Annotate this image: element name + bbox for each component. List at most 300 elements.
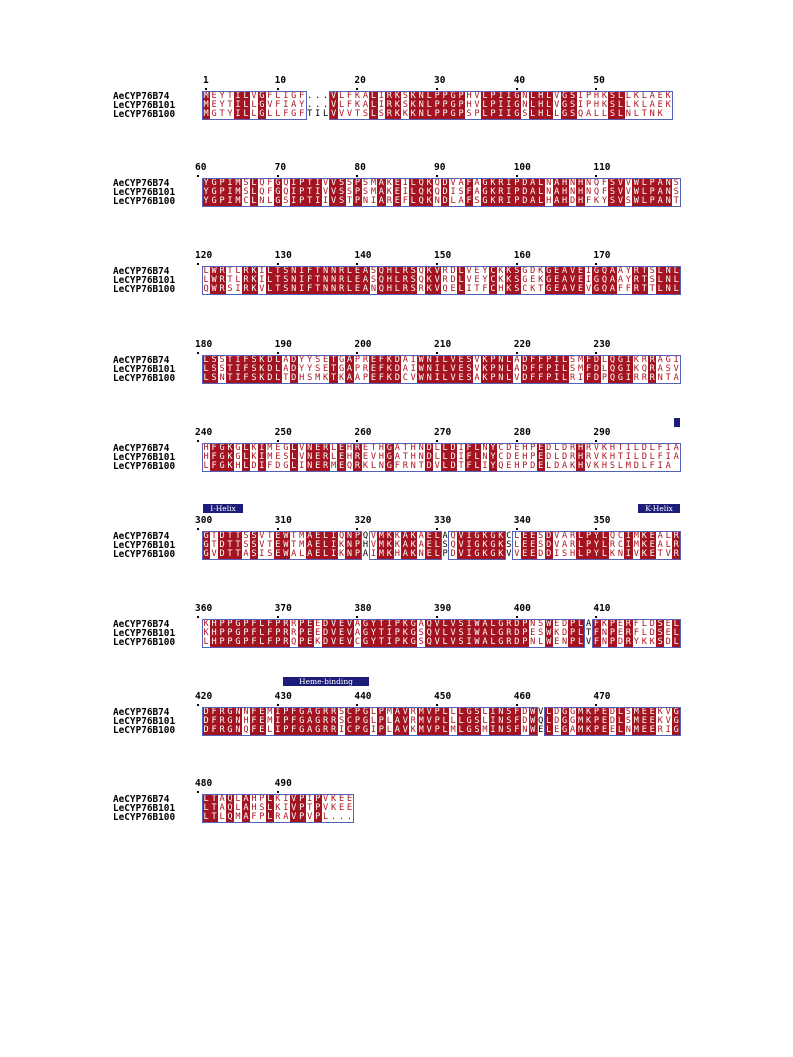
residue: I — [386, 628, 392, 638]
residue: N — [498, 725, 504, 735]
residue: E — [259, 707, 265, 717]
residue: I — [299, 284, 305, 294]
residue: T — [418, 461, 424, 471]
residue: G — [275, 187, 281, 197]
residue: K — [426, 187, 432, 197]
feature-bar: Heme-binding — [283, 677, 369, 686]
residue: W — [633, 178, 639, 188]
residue: V — [299, 443, 305, 453]
residue: K — [538, 275, 544, 285]
residue: L — [546, 707, 552, 717]
residue: D — [267, 373, 273, 383]
residue: H — [466, 100, 472, 110]
residue: I — [410, 355, 416, 365]
residue: S — [251, 549, 257, 559]
residue: L — [203, 637, 209, 647]
residue: T — [649, 284, 655, 294]
residue: S — [474, 196, 480, 206]
residue: P — [585, 100, 592, 110]
residue: S — [410, 266, 416, 276]
residue: T — [315, 266, 321, 276]
residue: K — [649, 637, 655, 647]
residue: G — [466, 707, 472, 717]
residue: Q — [426, 637, 432, 647]
residue: R — [323, 461, 329, 471]
residue: K — [585, 716, 592, 726]
residue: K — [426, 275, 432, 285]
residue: S — [418, 628, 424, 638]
position-number: 240 — [195, 427, 213, 438]
position-ruler — [0, 604, 793, 620]
residue: N — [235, 707, 241, 717]
residue: R — [633, 284, 639, 294]
residue: I — [490, 716, 496, 726]
residue: D — [641, 443, 647, 453]
residue: A — [307, 707, 313, 717]
residue: H — [577, 178, 584, 188]
residue: L — [203, 355, 209, 365]
residue: D — [506, 443, 512, 453]
residue: G — [673, 716, 679, 726]
residue: H — [562, 196, 568, 206]
residue: N — [307, 443, 313, 453]
residue: I — [585, 275, 592, 285]
residue: L — [506, 364, 512, 374]
residue: V — [307, 812, 313, 822]
residue: R — [323, 443, 329, 453]
residue: F — [625, 284, 631, 294]
position-number: 220 — [513, 339, 531, 350]
residue: L — [458, 284, 464, 294]
residue: F — [291, 725, 297, 735]
residue: L — [346, 284, 353, 294]
residue: F — [346, 100, 353, 110]
residue: Y — [625, 275, 631, 285]
position-tick — [516, 440, 518, 442]
residue: R — [219, 284, 225, 294]
residue: L — [275, 91, 281, 101]
residue: H — [514, 461, 520, 471]
residue: G — [490, 531, 496, 541]
residue: L — [641, 91, 647, 101]
residue: L — [577, 628, 584, 638]
residue: F — [211, 443, 217, 453]
residue: L — [633, 443, 639, 453]
residue: T — [275, 266, 281, 276]
residue: I — [625, 540, 631, 550]
residue: I — [259, 266, 265, 276]
residue: G — [450, 100, 456, 110]
residue: Q — [609, 364, 616, 374]
residue: K — [386, 549, 392, 559]
residue: T — [641, 109, 647, 119]
residue: L — [673, 628, 679, 638]
residue: L — [323, 109, 329, 119]
residue: S — [283, 266, 289, 276]
residue: F — [299, 91, 305, 101]
residue: G — [562, 725, 568, 735]
residue: K — [482, 531, 488, 541]
residue: L — [267, 794, 273, 804]
residue: S — [649, 266, 655, 276]
residue: N — [426, 355, 432, 365]
residue: L — [243, 452, 249, 462]
residue: E — [458, 355, 464, 365]
residue: T — [378, 619, 384, 629]
residue: P — [490, 355, 496, 365]
residue: L — [633, 452, 639, 462]
residue: Q — [418, 266, 424, 276]
residue: E — [649, 549, 655, 559]
position-number: 390 — [434, 603, 452, 614]
residue: P — [593, 716, 600, 726]
residue: T — [307, 196, 313, 206]
residue: P — [593, 725, 600, 735]
residue: Y — [299, 355, 305, 365]
position-ruler — [0, 163, 793, 179]
residue: Q — [378, 266, 384, 276]
residue: I — [625, 355, 631, 365]
residue: S — [227, 284, 233, 294]
residue: V — [434, 628, 440, 638]
residue: A — [354, 619, 361, 629]
residue: A — [562, 540, 568, 550]
residue: E — [530, 540, 536, 550]
residue: E — [370, 355, 377, 365]
residue: L — [673, 266, 679, 276]
residue: H — [378, 452, 384, 462]
residue: R — [354, 443, 361, 453]
residue: N — [546, 178, 552, 188]
residue: M — [315, 373, 321, 383]
residue: V — [323, 803, 329, 813]
position-ruler — [0, 251, 793, 267]
residue: L — [251, 109, 257, 119]
residue: N — [418, 100, 424, 110]
residue: S — [338, 196, 345, 206]
residue: A — [474, 178, 480, 188]
residue: Q — [593, 187, 600, 197]
residue: K — [227, 443, 233, 453]
alignment-block — [0, 692, 793, 737]
residue: C — [498, 452, 504, 462]
residue: L — [259, 619, 265, 629]
residue: L — [490, 637, 496, 647]
residue: A — [394, 452, 400, 462]
residue: G — [617, 373, 623, 383]
residue: K — [498, 540, 504, 550]
residue: S — [649, 275, 655, 285]
sequence-name: LeCYP76B100 — [113, 196, 176, 207]
residue: P — [354, 355, 361, 365]
residue: F — [466, 187, 472, 197]
position-number: 430 — [274, 691, 292, 702]
alignment-block — [0, 251, 793, 296]
residue: V — [570, 275, 576, 285]
sequence-name: LeCYP76B100 — [113, 549, 176, 560]
residue: K — [227, 461, 233, 471]
position-tick — [516, 352, 518, 354]
residue: N — [346, 540, 353, 550]
residue: M — [482, 725, 488, 735]
residue: W — [474, 637, 480, 647]
residue: S — [251, 364, 257, 374]
residue: G — [562, 100, 568, 110]
residue: T — [307, 803, 313, 813]
residue: P — [442, 549, 448, 559]
residue: E — [338, 794, 345, 804]
residue: E — [609, 725, 616, 735]
residue: K — [601, 443, 608, 453]
residue: V — [259, 531, 265, 541]
residue: P — [227, 619, 233, 629]
residue: N — [546, 187, 552, 197]
position-tick — [436, 704, 438, 706]
residue: V — [625, 187, 631, 197]
residue: L — [386, 725, 392, 735]
position-tick — [516, 263, 518, 265]
residue: E — [538, 443, 544, 453]
residue: D — [593, 373, 600, 383]
residue: I — [275, 716, 281, 726]
residue: E — [530, 549, 536, 559]
residue: I — [227, 187, 233, 197]
residue: K — [593, 196, 600, 206]
sequence-names — [113, 795, 175, 822]
residue: I — [299, 266, 305, 276]
residue: A — [291, 549, 297, 559]
residue: M — [386, 707, 392, 717]
residue: R — [633, 266, 639, 276]
residue: L — [434, 452, 440, 462]
residue: M — [418, 707, 424, 717]
residue: K — [641, 540, 647, 550]
residue: S — [514, 275, 520, 285]
residue: G — [227, 716, 233, 726]
residue: L — [442, 637, 448, 647]
residue: V — [593, 443, 600, 453]
residue: A — [554, 178, 560, 188]
residue: L — [442, 707, 448, 717]
residue: E — [601, 725, 608, 735]
residue: N — [562, 637, 568, 647]
residue: G — [211, 109, 217, 119]
residue: V — [458, 531, 464, 541]
residue: T — [402, 443, 408, 453]
residue: L — [546, 100, 552, 110]
residue: T — [227, 364, 233, 374]
residue: G — [362, 628, 369, 638]
residue: G — [386, 461, 392, 471]
residue: S — [609, 196, 616, 206]
residue: V — [434, 284, 440, 294]
residue: L — [601, 364, 608, 374]
residue: F — [307, 266, 313, 276]
residue: D — [522, 364, 528, 374]
residue: F — [601, 178, 608, 188]
residue: F — [378, 355, 384, 365]
position-tick — [197, 616, 199, 618]
residue: A — [562, 531, 568, 541]
residue: N — [601, 628, 608, 638]
position-number: 90 — [434, 162, 446, 173]
residue: D — [323, 637, 329, 647]
residue: T — [354, 109, 361, 119]
residue: A — [378, 178, 384, 188]
residue: S — [211, 373, 217, 383]
residue: P — [378, 707, 384, 717]
residue: L — [426, 91, 432, 101]
residue: P — [522, 628, 528, 638]
residue: I — [331, 531, 337, 541]
residue: D — [450, 266, 456, 276]
residue: P — [283, 725, 289, 735]
position-tick — [197, 528, 199, 530]
residue: A — [283, 812, 289, 822]
residue: V — [434, 619, 440, 629]
residue: L — [649, 443, 655, 453]
residue: T — [211, 794, 217, 804]
residue: L — [474, 461, 480, 471]
position-number: 60 — [195, 162, 207, 173]
residue: I — [466, 637, 472, 647]
residue: E — [577, 284, 584, 294]
residue: I — [466, 284, 472, 294]
position-number: 270 — [434, 427, 452, 438]
residue: L — [458, 725, 464, 735]
residue: L — [410, 178, 416, 188]
residue: P — [378, 716, 384, 726]
residue: K — [338, 540, 345, 550]
residue: F — [482, 284, 488, 294]
residue: A — [243, 803, 249, 813]
residue: F — [291, 716, 297, 726]
residue: L — [530, 109, 536, 119]
residue: M — [577, 364, 584, 374]
residue: F — [251, 619, 257, 629]
residue: L — [275, 355, 281, 365]
residue: G — [482, 178, 488, 188]
residue: G — [315, 707, 321, 717]
residue: K — [633, 364, 639, 374]
residue: E — [275, 549, 281, 559]
residue: K — [641, 549, 647, 559]
sequence-name: LeCYP76B100 — [113, 373, 176, 384]
residue: P — [585, 531, 592, 541]
residue: P — [354, 196, 361, 206]
residue: E — [649, 725, 655, 735]
residue: N — [370, 284, 377, 294]
residue: R — [283, 628, 289, 638]
residue: E — [649, 531, 655, 541]
residue: A — [585, 619, 592, 629]
residue: P — [219, 178, 225, 188]
residue: P — [227, 628, 233, 638]
residue: E — [426, 540, 432, 550]
residue: R — [283, 619, 289, 629]
position-number: 40 — [513, 75, 526, 86]
residue: I — [299, 461, 305, 471]
residue: Q — [601, 284, 608, 294]
residue: G — [514, 109, 520, 119]
residue: I — [434, 364, 440, 374]
residue: V — [633, 549, 639, 559]
residue: Q — [538, 716, 544, 726]
residue: S — [362, 178, 369, 188]
residue: D — [522, 196, 528, 206]
residue: S — [283, 275, 289, 285]
residue: V — [299, 452, 305, 462]
residue: P — [593, 707, 600, 717]
residue: K — [585, 707, 592, 717]
residue: L — [235, 275, 241, 285]
residue: N — [498, 716, 504, 726]
residue: K — [259, 373, 265, 383]
residue: I — [554, 373, 560, 383]
residue: F — [394, 461, 400, 471]
position-tick — [595, 352, 597, 354]
residue: N — [625, 725, 631, 735]
residue: R — [673, 549, 679, 559]
residue: P — [275, 637, 281, 647]
residue: P — [354, 187, 361, 197]
residue: Q — [418, 178, 424, 188]
residue: I — [291, 196, 297, 206]
residue: K — [410, 725, 416, 735]
residue: I — [378, 100, 384, 110]
residue: H — [522, 443, 528, 453]
residue: P — [219, 196, 225, 206]
residue: Q — [283, 178, 289, 188]
residue: S — [370, 266, 377, 276]
residue: V — [291, 803, 297, 813]
residue: L — [577, 549, 584, 559]
residue: E — [601, 716, 608, 726]
residue: I — [259, 275, 265, 285]
residue: N — [665, 284, 671, 294]
residue: C — [490, 275, 496, 285]
residue: M — [577, 707, 584, 717]
residue: Q — [291, 637, 297, 647]
residue: S — [378, 109, 384, 119]
residue: F — [251, 725, 257, 735]
residue: A — [562, 266, 568, 276]
residue: R — [649, 364, 655, 374]
residue: K — [426, 178, 432, 188]
residue: I — [585, 266, 592, 276]
residue: M — [625, 461, 631, 471]
residue: I — [299, 275, 305, 285]
residue: L — [617, 461, 623, 471]
residue: H — [593, 100, 600, 110]
residue: I — [386, 637, 392, 647]
residue: P — [219, 187, 225, 197]
residue: R — [641, 355, 647, 365]
position-ruler — [0, 779, 793, 795]
residue: Y — [633, 637, 639, 647]
residue: T — [275, 284, 281, 294]
position-number: 260 — [354, 427, 372, 438]
residue: A — [482, 637, 488, 647]
residue: F — [267, 91, 273, 101]
residue: L — [633, 109, 639, 119]
residue: V — [291, 794, 297, 804]
residue: K — [633, 91, 639, 101]
residue: A — [362, 549, 369, 559]
residue: Q — [227, 794, 233, 804]
sequence-name: LeCYP76B101 — [113, 540, 176, 551]
residue: N — [498, 364, 504, 374]
